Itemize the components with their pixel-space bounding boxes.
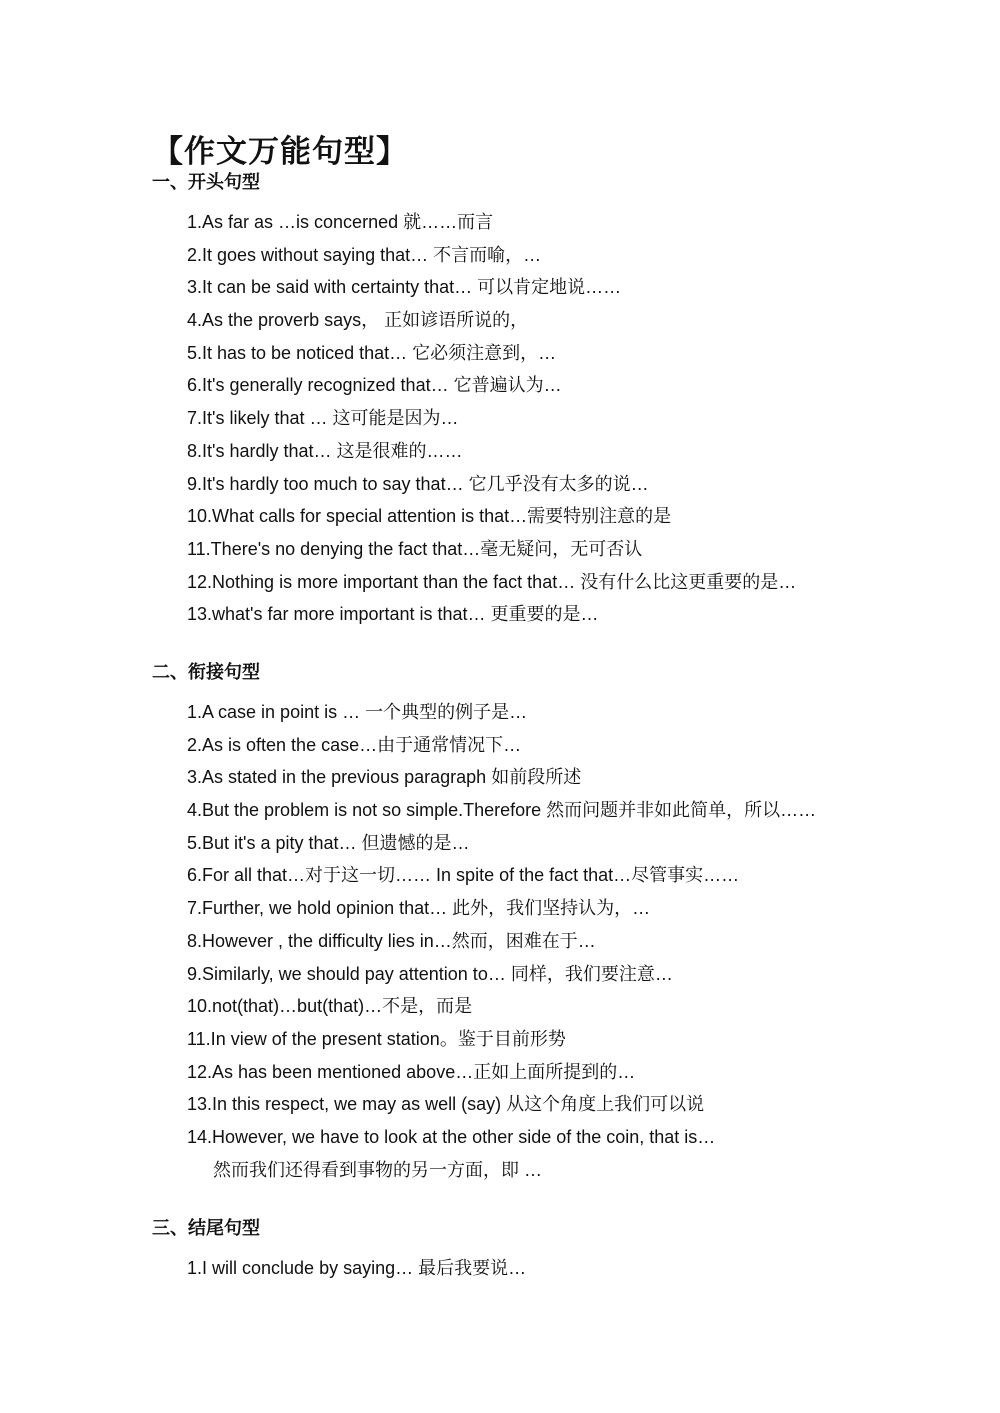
list-item: 10.What calls for special attention is that…需要特别注意的是 [187,506,672,527]
list-item-continuation: 然而我们还得看到事物的另一方面，即 … [213,1159,542,1180]
list-item: 14.However, we have to look at the other side of the coin, that is… [187,1126,716,1147]
list-item: 7.It's likely that … 这可能是因为… [187,408,459,429]
list-item: 9.It's hardly too much to say that… 它几乎没有太多的说… [187,473,649,494]
list-item: 6.For all that…对于这一切…… In spite of the fact that…尽管事实…… [187,865,740,886]
list-item: 1.A case in point is … 一个典型的例子是… [187,702,528,722]
section-heading: 二、衔接句型 [152,662,260,682]
list-item: 8.However , the difficulty lies in…然而，困难在于… [187,930,596,951]
list-item: 12.As has been mentioned above…正如上面所提到的… [187,1061,636,1082]
list-item: 11.There's no denying the fact that…毫无疑问，无可否认 [187,538,643,559]
section-transition [152,662,816,1186]
list-item: 7.Further, we hold opinion that… 此外，我们坚持认为，… [187,898,651,919]
list-item: 9.Similarly, we should pay attention to… 同样，我们要注意… [187,963,673,984]
list-item: 12.Nothing is more important than the fact that… 没有什么比这更重要的是… [187,571,797,592]
list-item: 4.As the proverb says， 正如谚语所说的， [187,310,529,331]
document-title: 【作文万能句型】 [152,134,408,169]
list-item: 13.In this respect, we may as well (say) 从这个角度上我们可以说 [187,1094,705,1115]
section-opening [152,172,796,631]
list-item: 2.As is often the case…由于通常情况下… [187,734,522,755]
section-closing [152,1218,526,1285]
list-item: 11.In view of the present station。鉴于目前形势 [187,1028,566,1049]
list-item: 3.It can be said with certainty that… 可以肯定地说…… [187,277,622,298]
list-item: 13.what's far more important is that… 更重要的是… [187,604,599,625]
list-item: 1.I will conclude by saying… 最后我要说… [187,1258,527,1278]
list-item: 10.not(that)…but(that)…不是，而是 [187,996,473,1017]
list-item: 4.But the problem is not so simple.Therefore 然而问题并非如此简单，所以…… [187,800,817,821]
list-item: 3.As stated in the previous paragraph 如前段所述 [187,767,582,788]
list-item: 6.It's generally recognized that… 它普遍认为… [187,375,562,396]
list-item: 1.As far as …is concerned 就……而言 [187,212,494,232]
section-heading: 三、结尾句型 [152,1218,260,1238]
section-heading: 一、开头句型 [152,172,260,192]
list-item: 2.It goes without saying that… 不言而喻，… [187,244,542,265]
list-item: 5.But it's a pity that… 但遗憾的是… [187,832,470,853]
list-item: 5.It has to be noticed that… 它必须注意到，… [187,342,557,363]
list-item: 8.It's hardly that… 这是很难的…… [187,440,463,461]
